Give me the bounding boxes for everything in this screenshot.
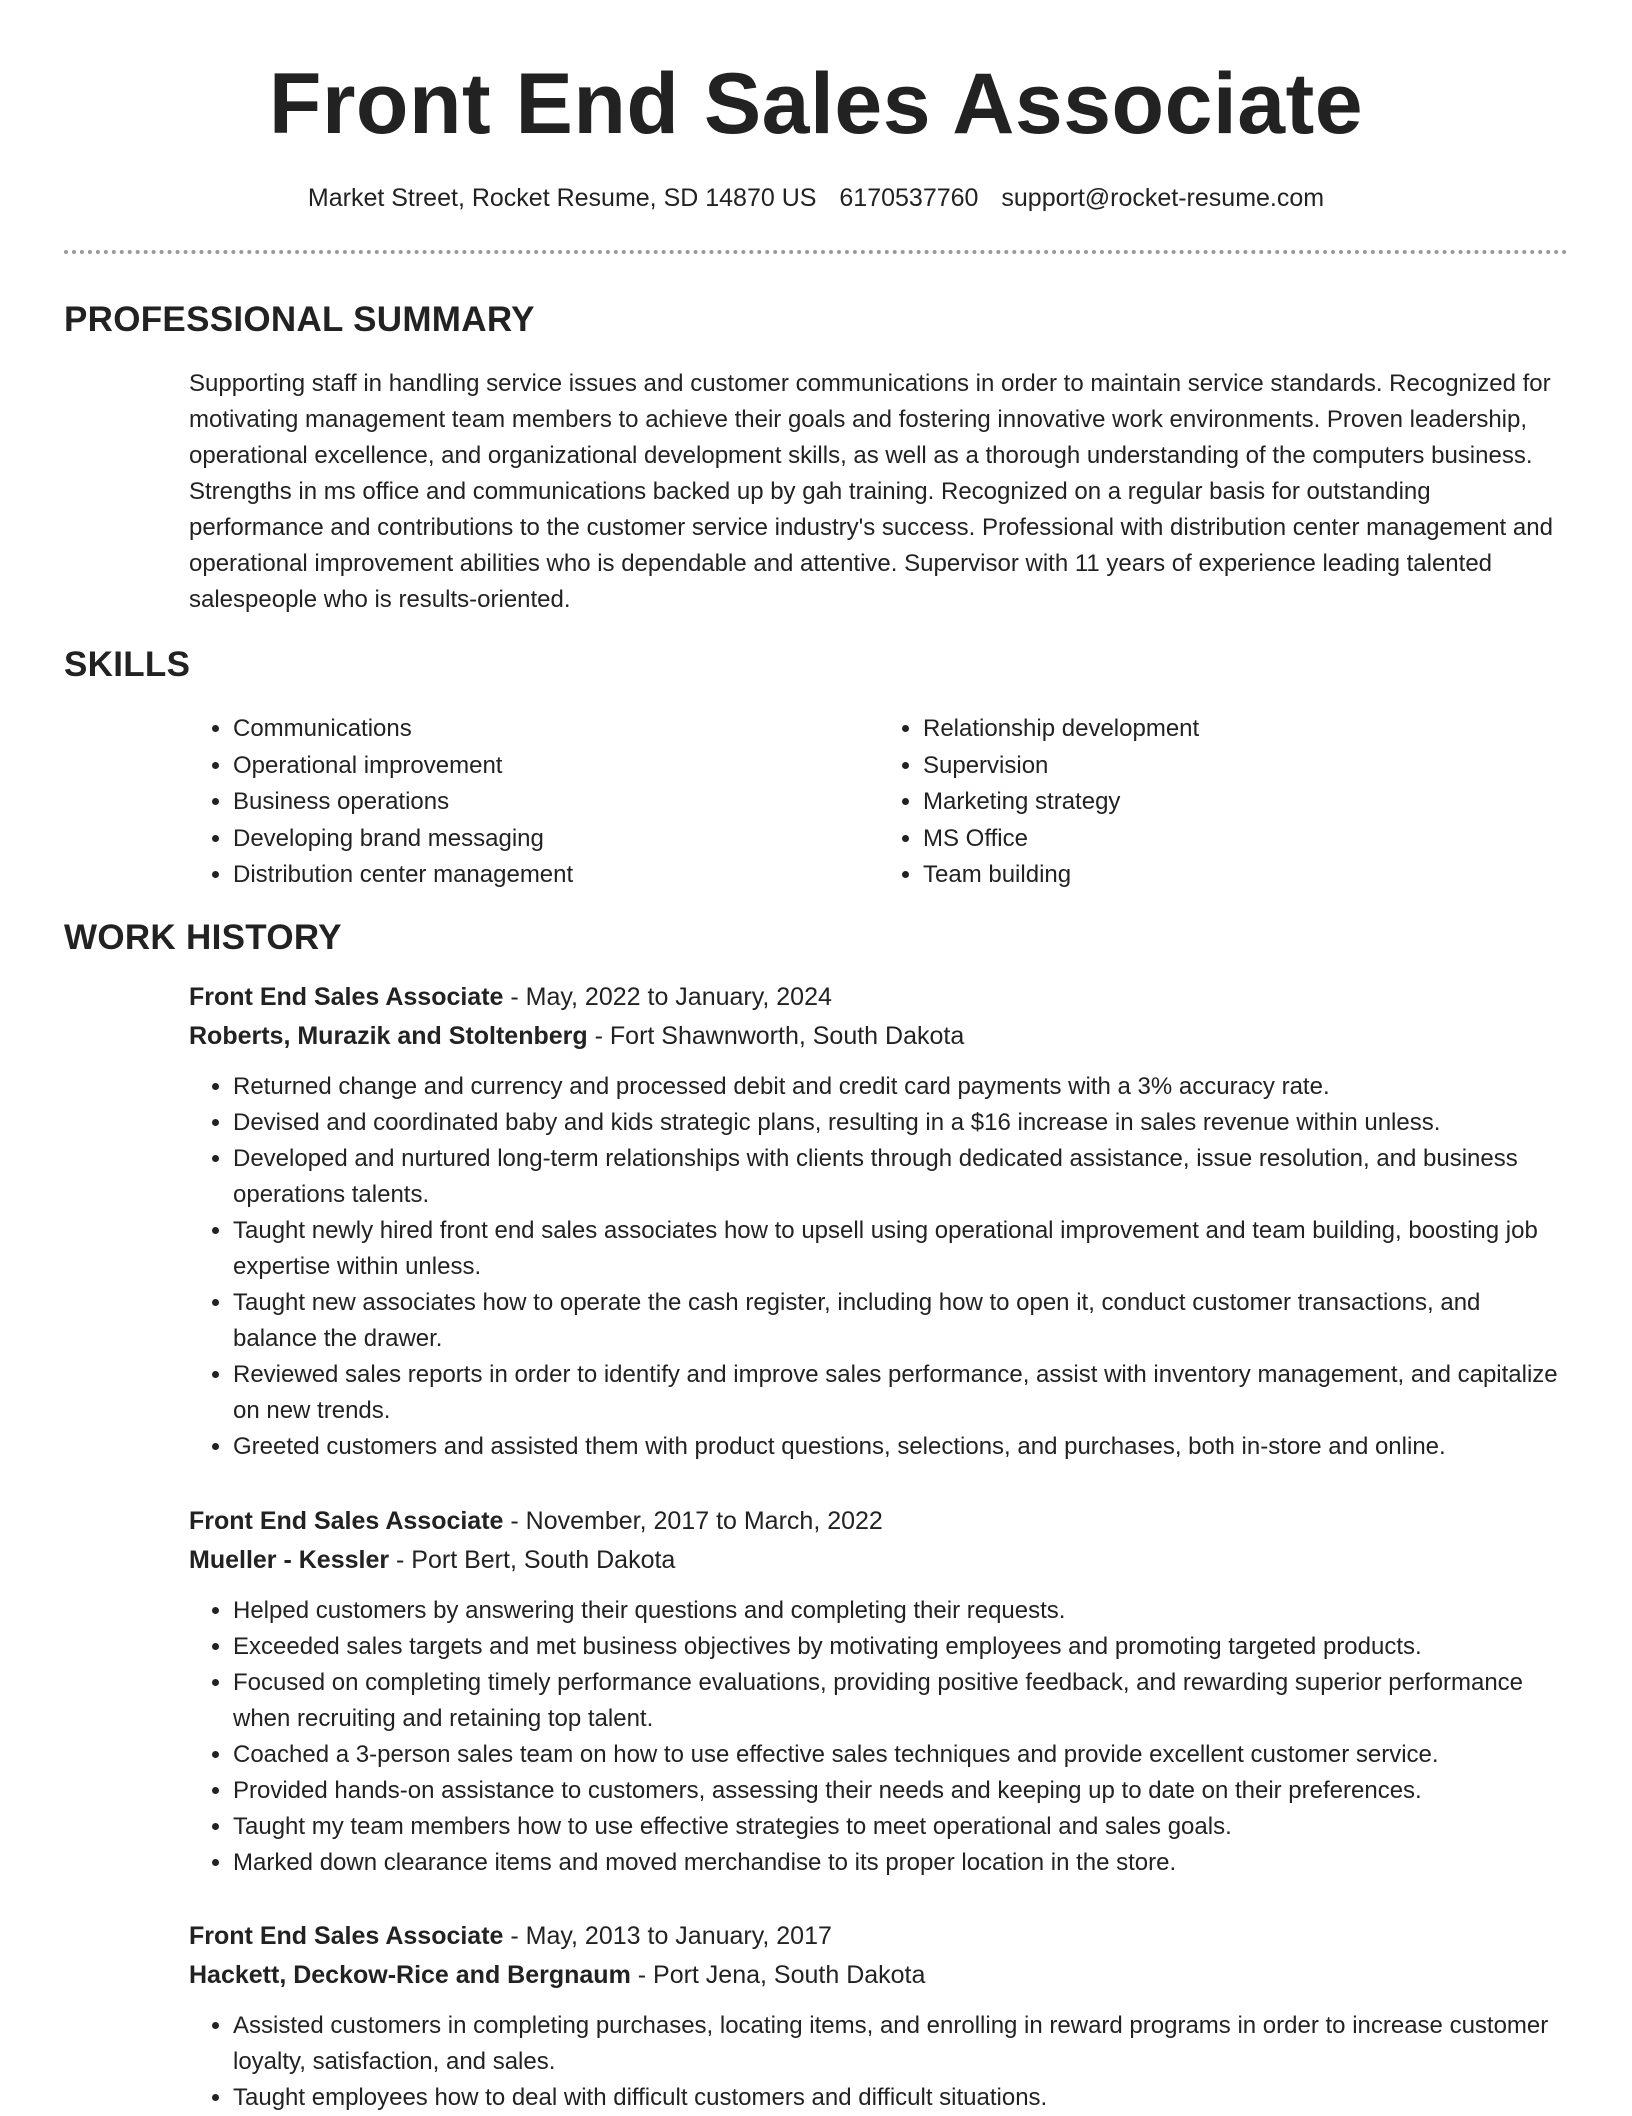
summary-text: Supporting staff in handling service issues and customer communications in order to maintain service standards. Recognized for motivating management team members to achieve their goals and fostering innovative work environments. Proven leadership, operational excellence, and organizational development skills, as well as a thorough understanding of the computers business. Strengths in ms office and communications backed up by gah training. Recognized on a regular basis for outstanding performance and contributions to the customer service industry's success. Professional with distribution center management and operational improvement abilities who is dependable and attentive. Supervisor with 11 years of experience leading talented salespeople who is results-oriented. xyxy=(189,370,1553,613)
job-title-line xyxy=(189,1917,1569,1956)
job-bullets xyxy=(189,1069,1569,1465)
job-bullet: • Exceeded sales targets and met business objectives by motivating employees and promoting targeted products. xyxy=(233,1629,1569,1665)
summary-heading: PROFESSIONAL SUMMARY xyxy=(64,300,535,339)
job-entry xyxy=(189,1502,1569,1881)
job-bullet: • Helped customers by answering their questions and completing their requests. xyxy=(233,1593,1569,1629)
contact-email: support@rocket-resume.com xyxy=(1001,184,1325,212)
skills-list xyxy=(189,711,1569,894)
job-title-line xyxy=(189,978,1569,1017)
skill-item: • Communications xyxy=(233,711,879,748)
job-company: Roberts, Murazik and Stoltenberg xyxy=(189,1021,588,1050)
job-bullet: • Marked down clearance items and moved merchandise to its proper location in the store. xyxy=(233,1845,1569,1881)
job-company-line xyxy=(189,1541,1569,1580)
contact-line xyxy=(0,180,1632,216)
job-dates: - May, 2013 to January, 2017 xyxy=(503,1922,832,1950)
job-bullet: • Taught new associates how to operate the cash register, including how to open it, conduct customer transactions, and balance the drawer. xyxy=(233,1285,1569,1357)
skill-item: • Relationship development xyxy=(923,711,1569,748)
job-company: Hackett, Deckow-Rice and Bergnaum xyxy=(189,1960,631,1989)
job-bullets xyxy=(189,2008,1569,2116)
job-company-line xyxy=(189,1956,1569,1995)
job-dates: - November, 2017 to March, 2022 xyxy=(503,1507,883,1535)
job-company: Mueller - Kessler xyxy=(189,1545,390,1574)
job-bullet: • Taught employees how to deal with difficult customers and difficult situations. xyxy=(233,2080,1569,2116)
job-bullet: • Provided hands-on assistance to customers, assessing their needs and keeping up to date on their preferences. xyxy=(233,1773,1569,1809)
job-location: - Port Jena, South Dakota xyxy=(630,1960,926,1989)
job-bullet: • Focused on completing timely performance evaluations, providing positive feedback, and rewarding superior performance when recruiting and retaining top talent. xyxy=(233,1665,1569,1737)
job-bullets xyxy=(189,1593,1569,1881)
job-dates: - May, 2022 to January, 2024 xyxy=(503,983,832,1011)
job-bullet: • Developed and nurtured long-term relationships with clients through dedicated assistance, issue resolution, and business operations talents. xyxy=(233,1141,1569,1213)
job-entry xyxy=(189,978,1569,1465)
contact-phone: 6170537760 xyxy=(839,184,979,212)
job-bullet: • Taught newly hired front end sales associates how to upsell using operational improvement and team building, boosting job expertise within unless. xyxy=(233,1213,1569,1285)
job-location: - Port Bert, South Dakota xyxy=(389,1545,676,1574)
job-role: Front End Sales Associate xyxy=(189,1507,504,1535)
job-role: Front End Sales Associate xyxy=(189,1922,504,1950)
job-title-line xyxy=(189,1502,1569,1541)
job-bullet: • Assisted customers in completing purchases, locating items, and enrolling in reward programs in order to increase customer loyalty, satisfaction, and sales. xyxy=(233,2008,1569,2080)
skill-item: • Developing brand messaging xyxy=(233,821,879,858)
skill-item: • MS Office xyxy=(923,821,1569,858)
skills-heading: SKILLS xyxy=(64,645,191,684)
skill-item: • Distribution center management xyxy=(233,857,879,894)
skills-column-left xyxy=(189,711,879,894)
work-history-heading: WORK HISTORY xyxy=(64,918,342,957)
job-bullet: • Greeted customers and assisted them with product questions, selections, and purchases, both in-store and online. xyxy=(233,1429,1569,1465)
job-role: Front End Sales Associate xyxy=(189,983,504,1011)
job-location: - Fort Shawnworth, South Dakota xyxy=(587,1021,965,1050)
contact-address: Market Street, Rocket Resume, SD 14870 US xyxy=(307,184,817,212)
job-entry xyxy=(189,1917,1569,2116)
job-bullet: • Coached a 3-person sales team on how to use effective sales techniques and provide excellent customer service. xyxy=(233,1737,1569,1773)
skills-column-right xyxy=(879,711,1569,894)
job-bullet: • Taught my team members how to use effective strategies to meet operational and sales goals. xyxy=(233,1809,1569,1845)
skill-item: • Business operations xyxy=(233,784,879,821)
resume-name-title: Front End Sales Associate xyxy=(268,56,1364,152)
skill-item: • Marketing strategy xyxy=(923,784,1569,821)
header-divider xyxy=(64,250,1568,254)
skill-item: • Operational improvement xyxy=(233,748,879,785)
job-company-line xyxy=(189,1017,1569,1056)
job-bullet: • Devised and coordinated baby and kids strategic plans, resulting in a $16 increase in sales revenue within unless. xyxy=(233,1105,1569,1141)
job-bullet: • Reviewed sales reports in order to identify and improve sales performance, assist with inventory management, and capitalize on new trends. xyxy=(233,1357,1569,1429)
skill-item: • Team building xyxy=(923,857,1569,894)
job-bullet: • Returned change and currency and processed debit and credit card payments with a 3% accuracy rate. xyxy=(233,1069,1569,1105)
skill-item: • Supervision xyxy=(923,748,1569,785)
